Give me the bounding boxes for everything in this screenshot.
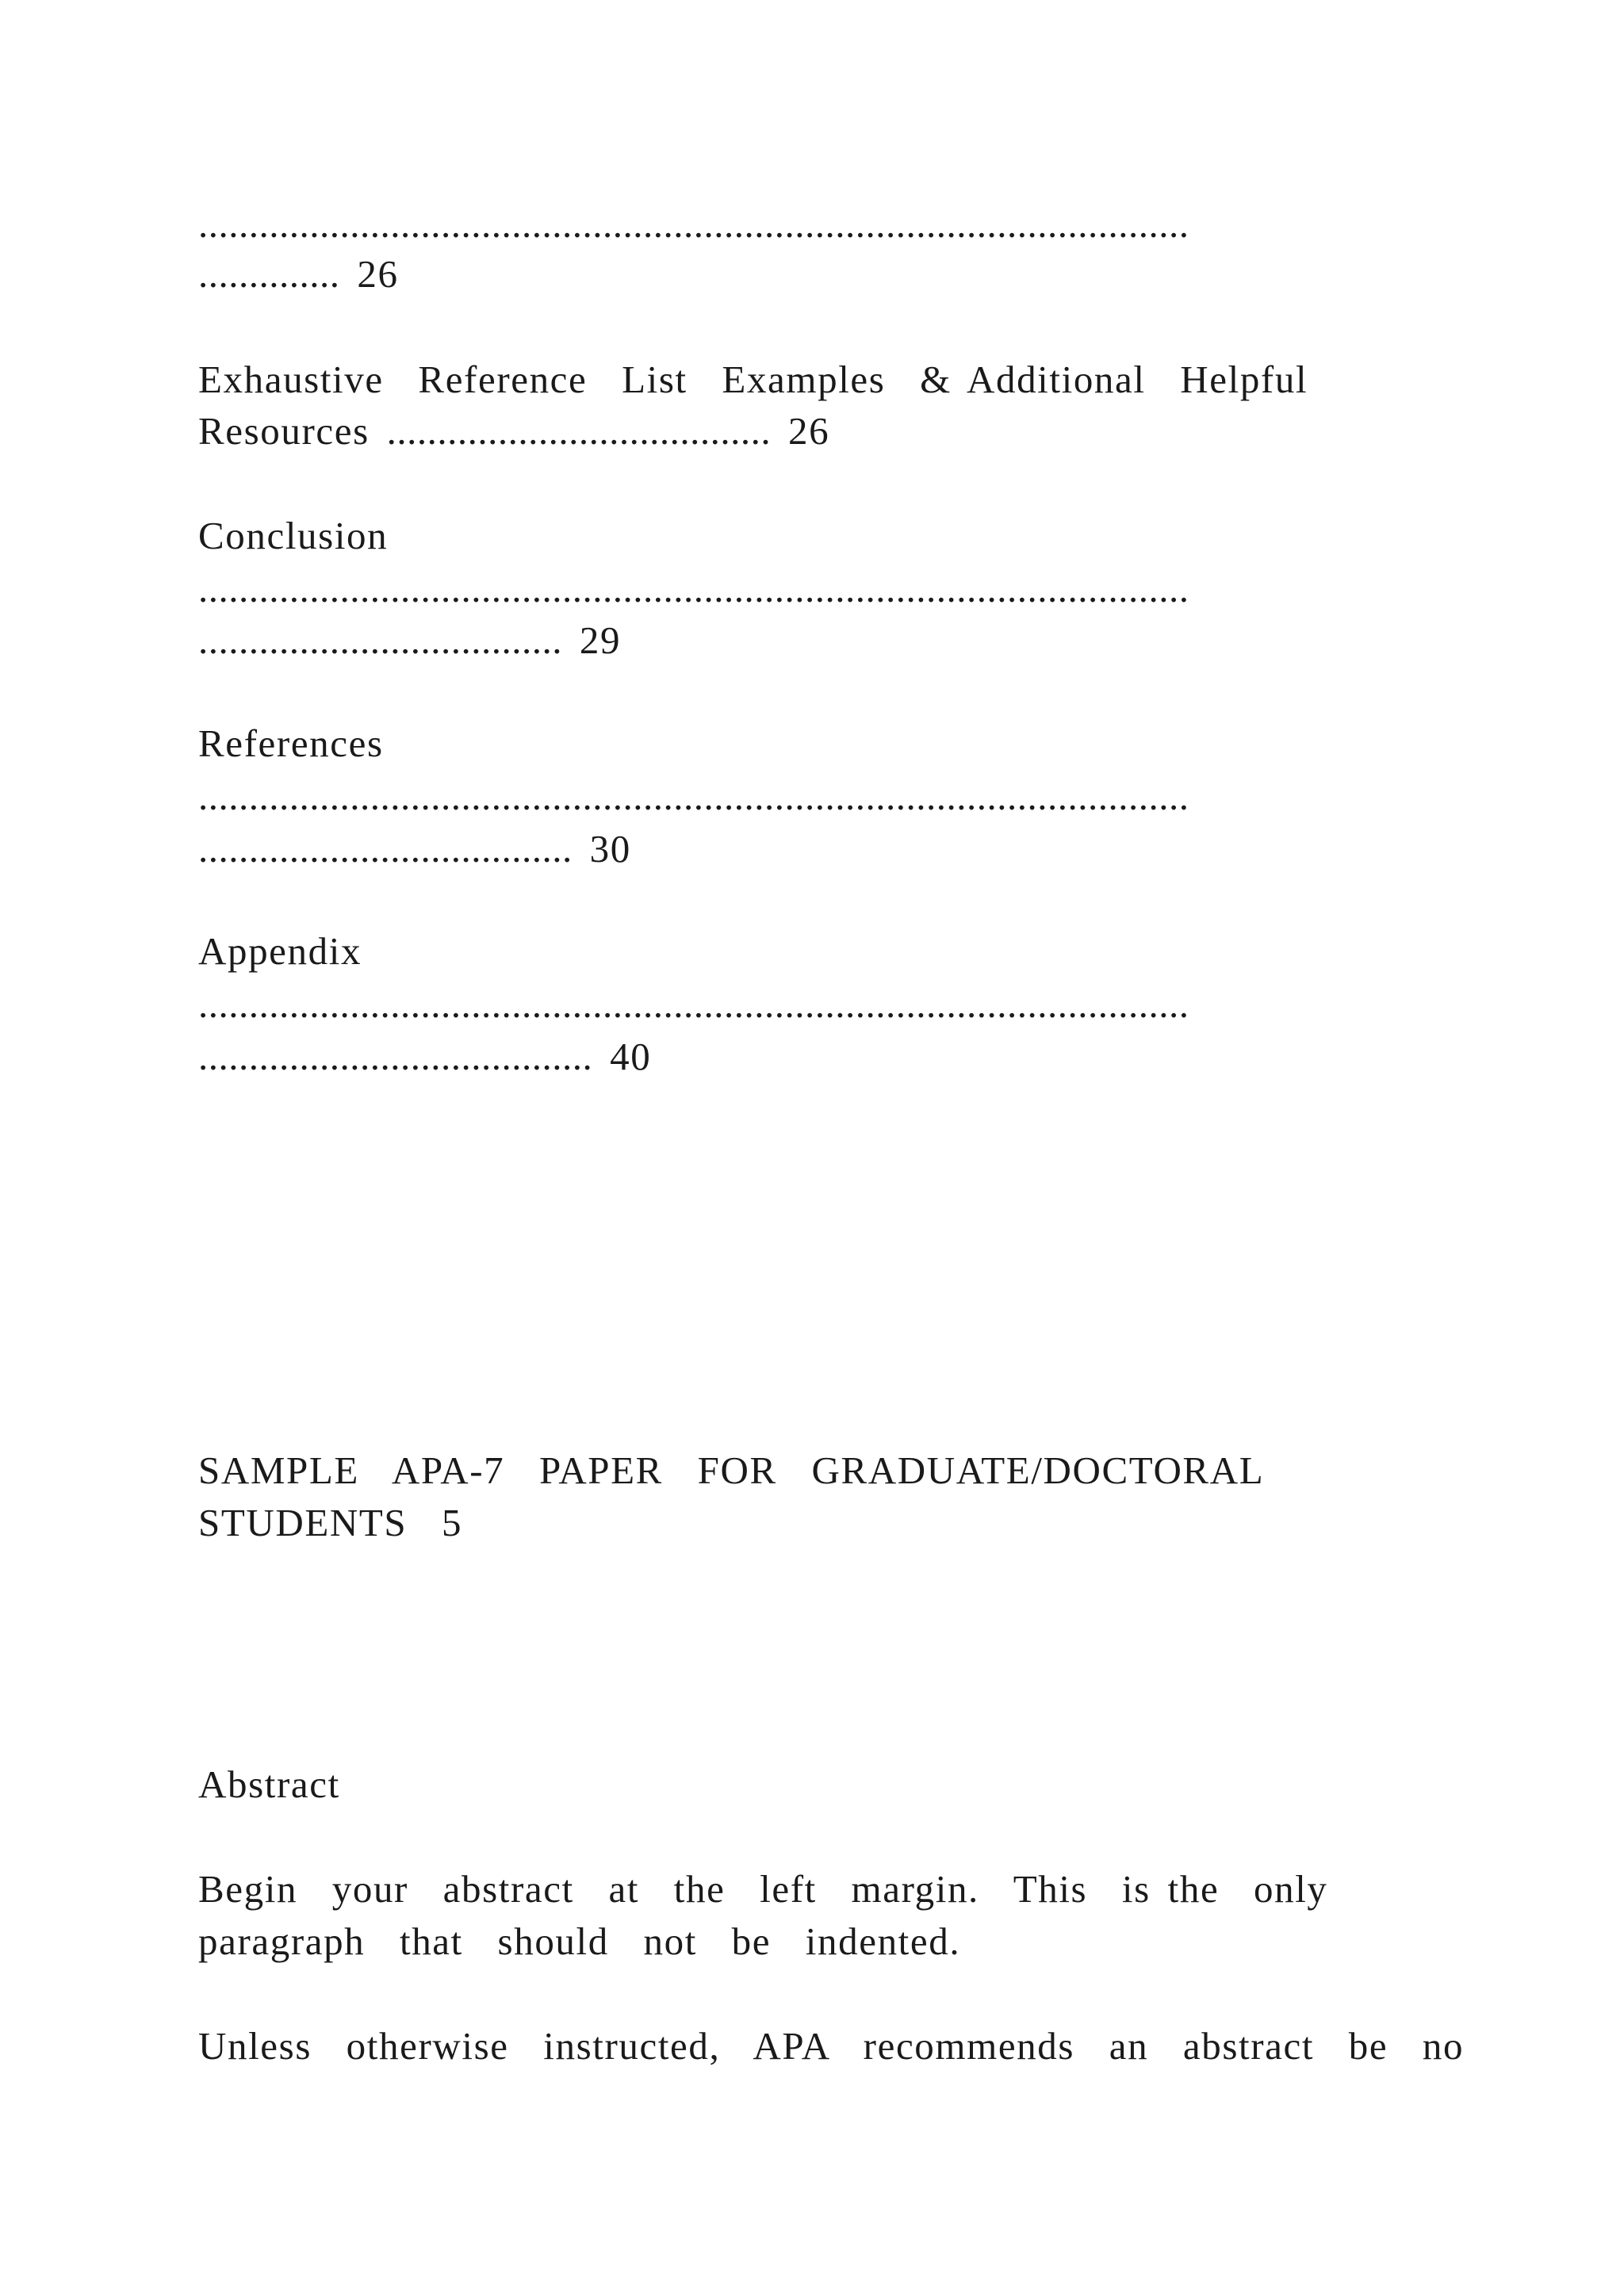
toc-entry-4-leader-line-2: [198, 823, 631, 875]
toc-entry-1-leader-line-1: ..................................................................................................: [198, 202, 1189, 246]
toc-entry-3-leader-line-2: [198, 614, 621, 667]
abstract-paragraph-2-line-1: Unless otherwise instructed, APA recommends an abstract be no: [198, 2024, 1465, 2068]
toc-entry-4-title: References: [198, 721, 384, 765]
running-head-text: STUDENTS: [198, 1501, 408, 1544]
toc-entry-2-title: Resources: [198, 409, 370, 453]
toc-entry-3-page-number: 29: [579, 618, 622, 662]
toc-entry-2-leader: ......................................: [386, 409, 772, 453]
toc-entry-4-leader: .....................................: [198, 827, 573, 871]
running-head-line-2: [198, 1497, 462, 1549]
abstract-heading: Abstract: [198, 1762, 340, 1806]
toc-entry-2-page-number: 26: [788, 409, 830, 453]
abstract-paragraph-1-line-1: Begin your abstract at the left margin. This is the only: [198, 1867, 1328, 1911]
toc-entry-3-title: Conclusion: [198, 514, 389, 557]
toc-entry-1-page-number: 26: [357, 252, 399, 296]
toc-entry-1-leader-line-2: [198, 248, 399, 300]
abstract-paragraph-1-line-2: paragraph that should not be indented.: [198, 1919, 961, 1963]
toc-entry-5-title: Appendix: [198, 929, 362, 973]
toc-entry-2-title-line-1: Exhaustive Reference List Examples & Additional Helpful: [198, 358, 1308, 401]
toc-entry-5-leader-line-1: ..................................................................................................: [198, 982, 1189, 1026]
toc-entry-3-leader: ....................................: [198, 618, 562, 662]
toc-entry-1-leader: ..............: [198, 252, 340, 296]
toc-entry-4-leader-line-1: ..................................................................................................: [198, 775, 1189, 818]
toc-entry-5-page-number: 40: [610, 1035, 652, 1078]
running-head-page-number: 5: [441, 1501, 463, 1544]
toc-entry-5-leader-line-2: [198, 1031, 651, 1083]
toc-entry-5-leader: .......................................: [198, 1035, 593, 1078]
toc-entry-2-title-line-2: [198, 405, 829, 457]
toc-entry-3-leader-line-1: ..................................................................................................: [198, 567, 1189, 610]
running-head-line-1: SAMPLE APA-7 PAPER FOR GRADUATE/DOCTORAL: [198, 1448, 1265, 1492]
toc-entry-4-page-number: 30: [589, 827, 631, 871]
